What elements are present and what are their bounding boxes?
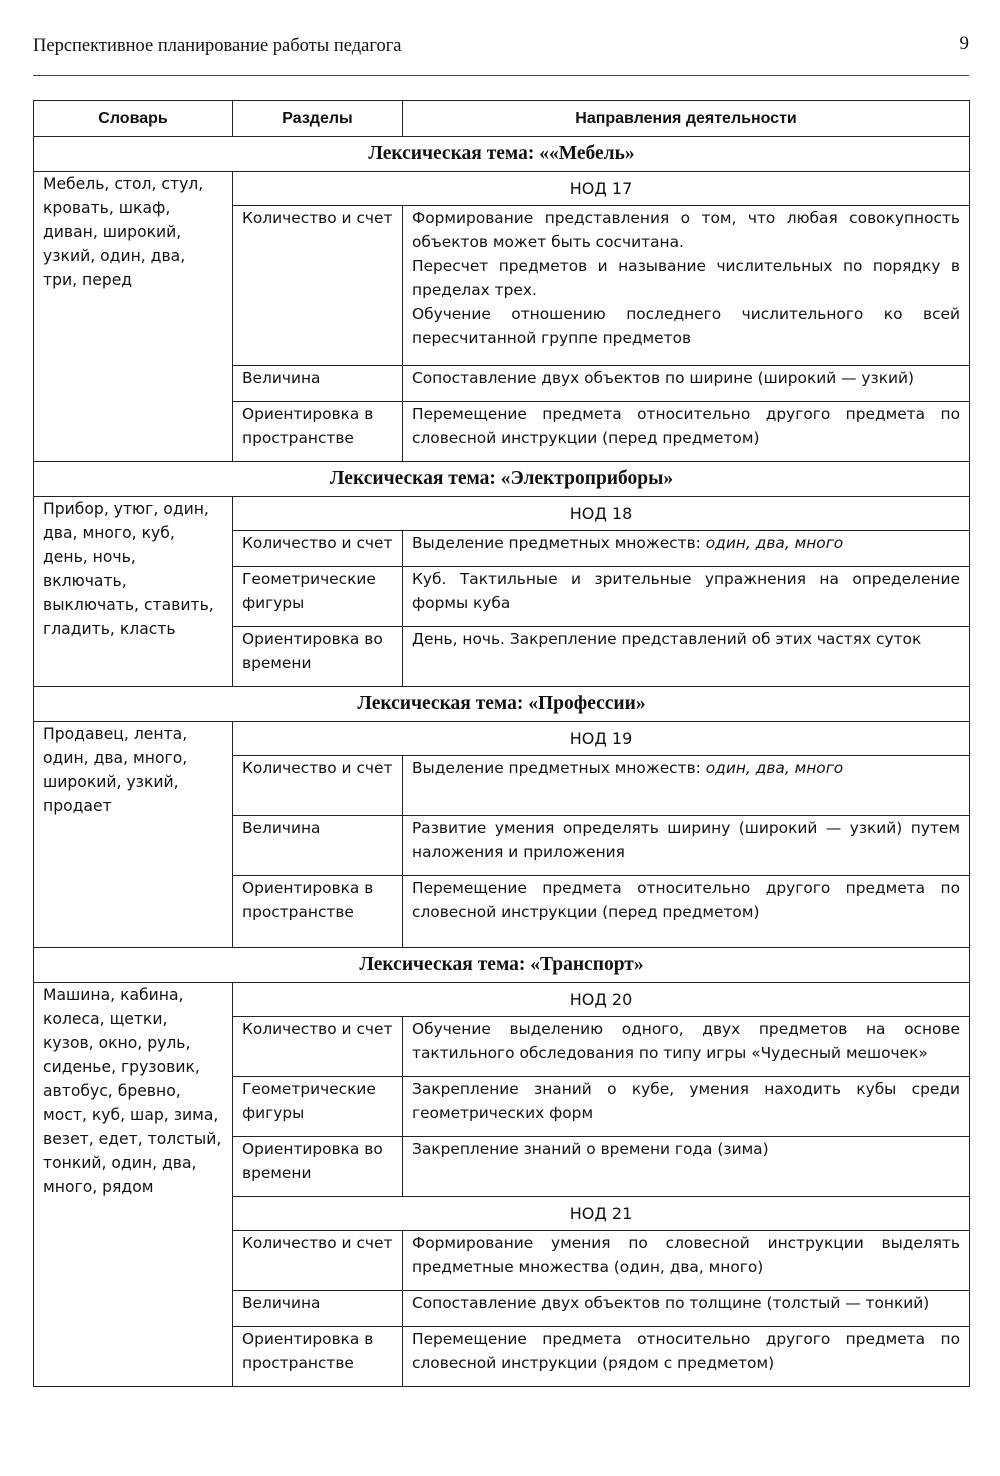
direction-text: Куб. Тактильные и зрительные упражнения на определение формы куба <box>412 570 960 612</box>
section-cell: Величина <box>233 816 403 876</box>
direction-text: День, ночь. Закрепление представлений об этих частях суток <box>412 630 922 648</box>
col-header-sections: Разделы <box>233 101 403 137</box>
theme-title: Лексическая тема: «Профессии» <box>34 687 970 722</box>
directions-cell <box>403 567 970 627</box>
col-header-vocab: Словарь <box>34 101 233 137</box>
section-cell: Количество и счет <box>233 206 403 366</box>
section-cell: Количество и счет <box>233 1017 403 1077</box>
direction-text: Сопоставление двух объектов по толщине (толстый — тонкий) <box>412 1294 930 1312</box>
section-cell: Ориентировка в пространстве <box>233 402 403 462</box>
theme-title: Лексическая тема: «Электроприборы» <box>34 462 970 497</box>
direction-text: Перемещение предмета относительно другого предмета по словесной инструкции (перед предметом) <box>412 405 960 447</box>
section-cell: Геометрические фигуры <box>233 567 403 627</box>
planning-table <box>33 100 970 1387</box>
direction-text: Сопоставление двух объектов по ширине (широкий — узкий) <box>412 369 915 387</box>
direction-text: Пересчет предметов и называние числительных по порядку в пределах трех. <box>412 257 960 299</box>
direction-text: Развитие умения определять ширину (широкий — узкий) путем наложения и приложения <box>412 819 960 861</box>
nod-label: НОД 20 <box>233 983 970 1017</box>
direction-text: Закрепление знаний о кубе, умения находить кубы среди геометрических форм <box>412 1080 960 1122</box>
directions-cell <box>403 876 970 948</box>
page-number: 9 <box>959 33 969 54</box>
section-cell: Величина <box>233 1291 403 1327</box>
vocab-cell: Мебель, стол, стул, кровать, шкаф, диван, широкий, узкий, один, два, три, перед <box>34 172 233 462</box>
directions-cell <box>403 531 970 567</box>
direction-text: Перемещение предмета относительно другого предмета по словесной инструкции (перед предметом) <box>412 879 960 921</box>
directions-cell <box>403 756 970 816</box>
section-cell: Количество и счет <box>233 756 403 816</box>
nod-label: НОД 21 <box>233 1197 970 1231</box>
theme-row <box>34 948 970 983</box>
direction-text: Закрепление знаний о времени года (зима) <box>412 1140 769 1158</box>
direction-text: Обучение выделению одного, двух предметов на основе тактильного обследования по типу игры «Чудесный мешочек» <box>412 1020 960 1062</box>
section-cell: Количество и счет <box>233 1231 403 1291</box>
section-cell: Геометрические фигуры <box>233 1077 403 1137</box>
running-title: Перспективное планирование работы педагога <box>33 36 402 56</box>
theme-title: Лексическая тема: ««Мебель» <box>34 137 970 172</box>
direction-text: Формирование умения по словесной инструкции выделять предметные множества (один, два, много) <box>412 1234 960 1276</box>
directions-cell <box>403 402 970 462</box>
theme-row <box>34 687 970 722</box>
directions-cell <box>403 816 970 876</box>
direction-emphasis: один, два, много <box>705 759 844 777</box>
theme-row <box>34 137 970 172</box>
directions-cell <box>403 366 970 402</box>
header-rule <box>33 75 969 76</box>
direction-text: Выделение предметных множеств: <box>412 534 706 552</box>
direction-text: Формирование представления о том, что любая совокупность объектов может быть сосчитана. <box>412 209 960 251</box>
section-cell: Количество и счет <box>233 531 403 567</box>
directions-cell <box>403 1137 970 1197</box>
vocab-cell: Прибор, утюг, один, два, много, куб, день, ночь, включать, выключать, ставить, гладить, класть <box>34 497 233 687</box>
table-header-row <box>34 101 970 137</box>
direction-emphasis: один, два, много <box>705 534 844 552</box>
section-cell: Ориентировка во времени <box>233 627 403 687</box>
nod-label: НОД 19 <box>233 722 970 756</box>
section-cell: Величина <box>233 366 403 402</box>
directions-cell <box>403 1291 970 1327</box>
col-header-directions: Направления деятельности <box>403 101 970 137</box>
nod-label: НОД 17 <box>233 172 970 206</box>
section-cell: Ориентировка во времени <box>233 1137 403 1197</box>
nod-row <box>34 722 970 756</box>
theme-title: Лексическая тема: «Транспорт» <box>34 948 970 983</box>
nod-row <box>34 983 970 1017</box>
vocab-cell: Машина, кабина, колеса, щетки, кузов, окно, руль, сиденье, грузовик, автобус, бревно, мост, куб, шар, зима, везет, едет, толстый, тонкий, один, два, много, рядом <box>34 983 233 1387</box>
theme-row <box>34 462 970 497</box>
nod-row <box>34 497 970 531</box>
section-cell: Ориентировка в пространстве <box>233 876 403 948</box>
direction-text: Перемещение предмета относительно другого предмета по словесной инструкции (рядом с предметом) <box>412 1330 960 1372</box>
section-cell: Ориентировка в пространстве <box>233 1327 403 1387</box>
directions-cell <box>403 1231 970 1291</box>
directions-cell <box>403 1327 970 1387</box>
vocab-cell: Продавец, лента, один, два, много, широкий, узкий, продает <box>34 722 233 948</box>
directions-cell <box>403 627 970 687</box>
running-header <box>33 33 969 57</box>
nod-label: НОД 18 <box>233 497 970 531</box>
directions-cell <box>403 1017 970 1077</box>
direction-text: Обучение отношению последнего числительного ко всей пересчитанной группе предметов <box>412 305 960 347</box>
nod-row <box>34 172 970 206</box>
directions-cell <box>403 206 970 366</box>
direction-text: Выделение предметных множеств: <box>412 759 706 777</box>
directions-cell <box>403 1077 970 1137</box>
